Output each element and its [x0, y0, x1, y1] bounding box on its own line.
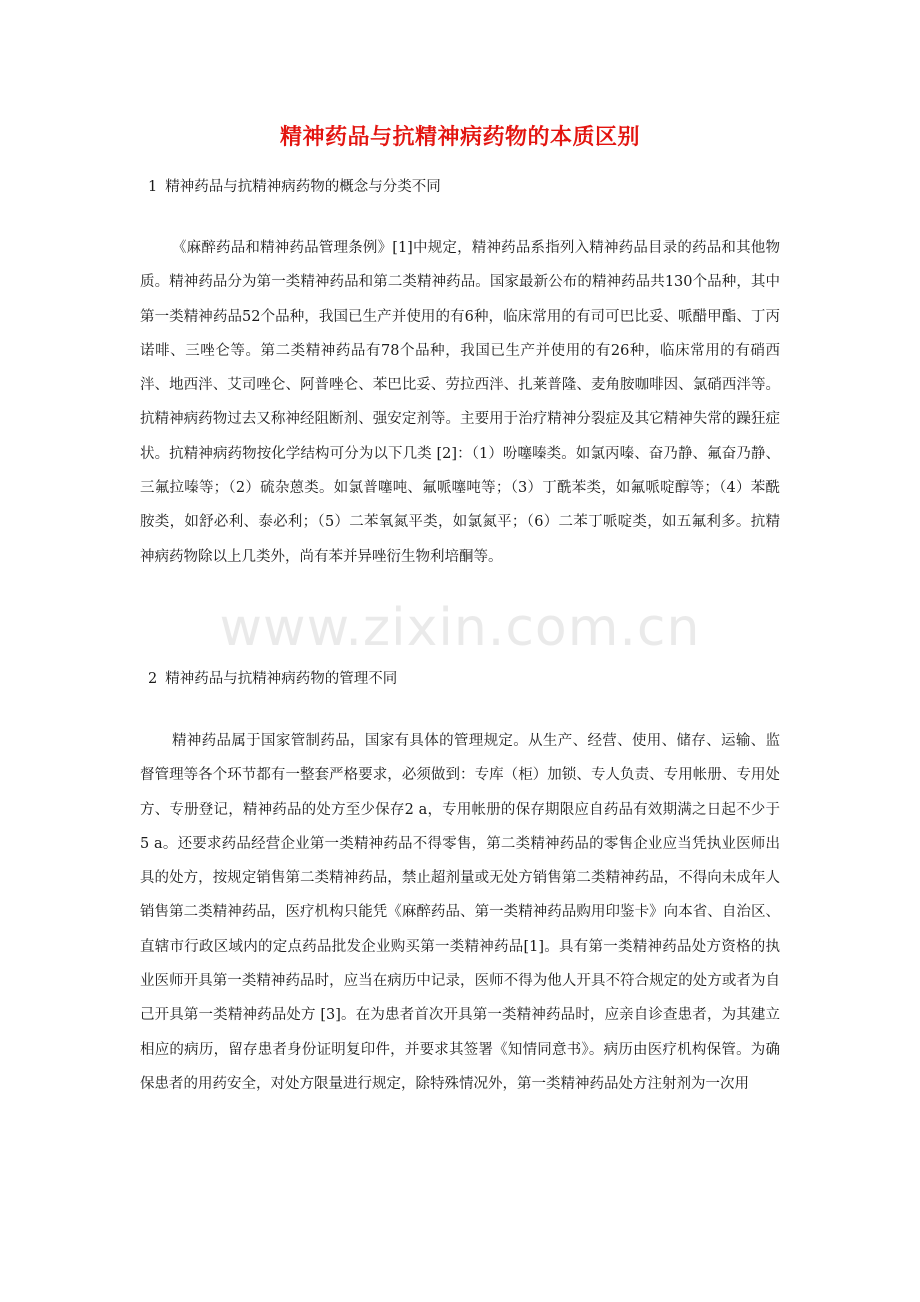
section-heading-2	[148, 669, 397, 689]
section-heading-text: 精神药品与抗精神病药物的管理不同	[165, 671, 398, 687]
section-heading-1	[148, 177, 441, 197]
section-paragraph-1: 《麻醉药品和精神药品管理条例》[1]中规定，精神药品系指列入精神药品目录的药品和其他物质。精神药品分为第一类精神药品和第二类精神药品。国家最新公布的精神药品共130个品种，其中第一类精神药品52个品种，我国已生产并使用的有6种，临床常用的有司可巴比妥、哌醋甲酯、丁丙诺啡、三唑仑等。第二类精神药品有78个品种，我国已生产并使用的有26种，临床常用的有硝西泮、地西泮、艾司唑仑、阿普唑仑、苯巴比妥、劳拉西泮、扎莱普隆、麦角胺咖啡因、氯硝西泮等。抗精神病药物过去又称神经阻断剂、强安定剂等。主要用于治疗精神分裂症及其它精神失常的躁狂症状。抗精神病药物按化学结构可分为以下几类 [2]：（1）吩噻嗪类。如氯丙嗪、奋乃静、氟奋乃静、三氟拉嗪等；（2）硫杂蒽类。如氯普噻吨、氟哌噻吨等；（3）丁酰苯类，如氟哌啶醇等；（4）苯酰胺类，如舒必利、泰必利；（5）二苯氧氮平类，如氯氮平；（6）二苯丁哌啶类，如五氟利多。抗精神病药物除以上几类外，尚有苯并异唑衍生物利培酮等。	[140, 240, 780, 565]
watermark: www.zixin.com.cn	[219, 598, 701, 658]
section-heading-text: 精神药品与抗精神病药物的概念与分类不同	[165, 179, 441, 195]
section-number: 1	[148, 179, 158, 195]
section-paragraph-2: 精神药品属于国家管制药品，国家有具体的管理规定。从生产、经营、使用、储存、运输、监督管理等各个环节都有一整套严格要求，必须做到：专库（柜）加锁、专人负责、专用帐册、专用处方、专册登记，精神药品的处方至少保存2 a，专用帐册的保存期限应自药品有效期满之日起不少于5 a。还要求药品经营企业第一类精神药品不得零售，第二类精神药品的零售企业应当凭执业医师出具的处方，按规定销售第二类精神药品，禁止超剂量或无处方销售第二类精神药品，不得向未成年人销售第二类精神药品，医疗机构只能凭《麻醉药品、第一类精神药品购用印鉴卡》向本省、自治区、直辖市行政区域内的定点药品批发企业购买第一类精神药品[1]。具有第一类精神药品处方资格的执业医师开具第一类精神药品时，应当在病历中记录，医师不得为他人开具不符合规定的处方或者为自己开具第一类精神药品处方 [3]。在为患者首次开具第一类精神药品时，应亲自诊查患者，为其建立相应的病历，留存患者身份证明复印件，并要求其签署《知情同意书》。病历由医疗机构保管。为确保患者的用药安全，对处方限量进行规定，除特殊情况外，第一类精神药品处方注射剂为一次用	[140, 733, 780, 1092]
section-number: 2	[148, 671, 158, 687]
document-title: 精神药品与抗精神病药物的本质区别	[279, 125, 640, 150]
